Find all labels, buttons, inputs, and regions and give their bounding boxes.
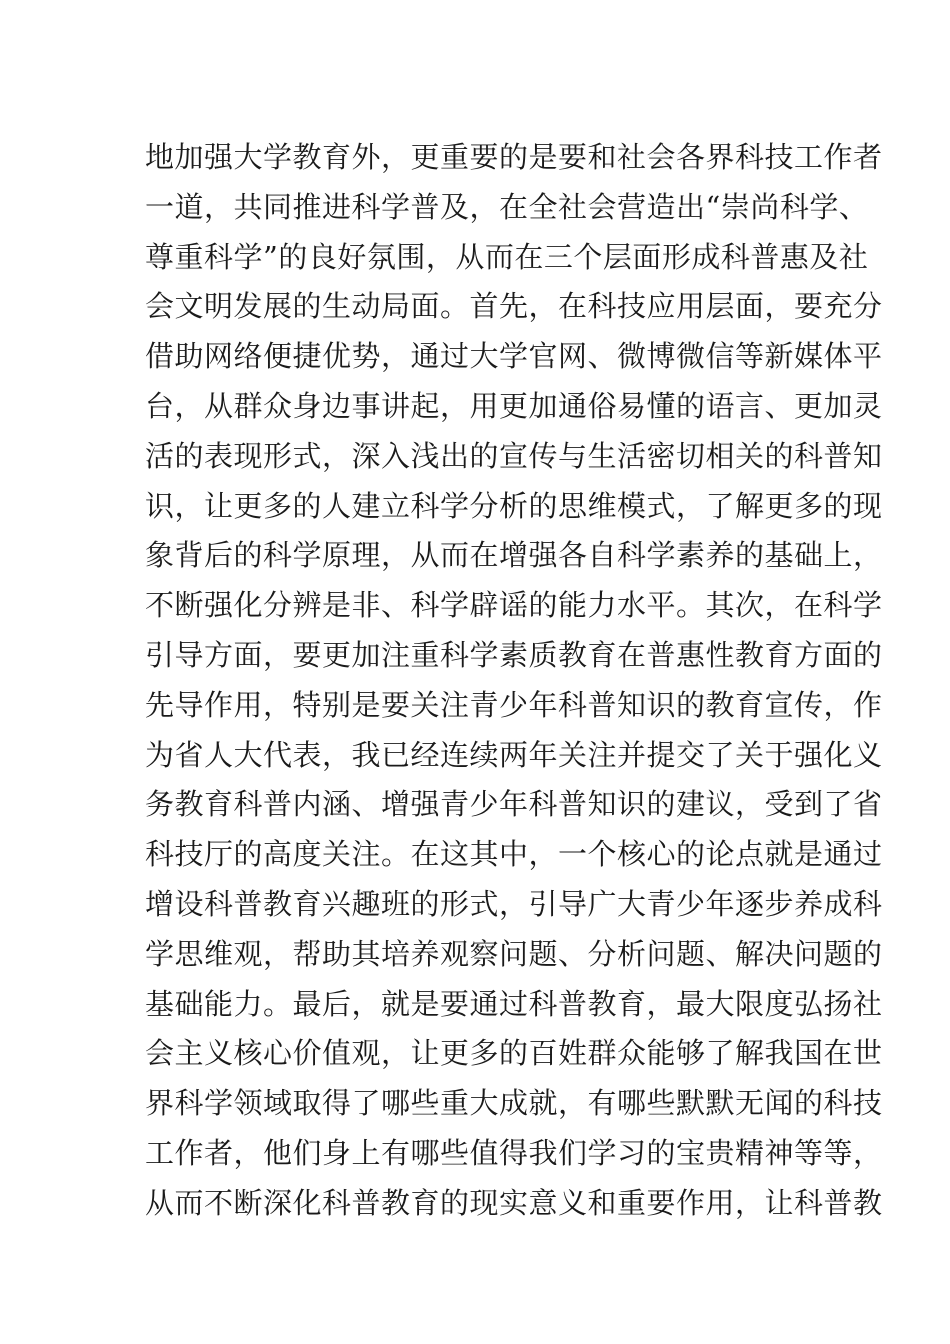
text-line: 尊重科学”的良好氛围，从而在三个层面形成科普惠及社	[145, 239, 869, 274]
text-line: 借助网络便捷优势，通过大学官网、微博微信等新媒体平	[145, 339, 883, 374]
text-line: 象背后的科学原理，从而在增强各自科学素养的基础上，	[145, 538, 883, 573]
text-line: 地加强大学教育外，更重要的是要和社会各界科技工作者	[145, 140, 883, 174]
text-line: 基础能力。最后，就是要通过科普教育，最大限度弘扬社	[145, 986, 883, 1021]
text-line: 引导方面，要更加注重科学素质教育在普惠性教育方面的	[145, 637, 883, 672]
text-line: 学思维观，帮助其培养观察问题、分析问题、解决问题的	[145, 936, 883, 971]
text-line: 台，从群众身边事讲起，用更加通俗易懂的语言、更加灵	[145, 388, 883, 423]
body-paragraph	[145, 133, 883, 1229]
text-line: 从而不断深化科普教育的现实意义和重要作用，让科普教	[145, 1185, 883, 1220]
text-line: 活的表现形式，深入浅出的宣传与生活密切相关的科普知	[145, 438, 883, 473]
text-line: 不断强化分辨是非、科学辟谣的能力水平。其次，在科学	[145, 588, 883, 623]
text-line: 会主义核心价值观，让更多的百姓群众能够了解我国在世	[145, 1036, 883, 1071]
text-line: 界科学领域取得了哪些重大成就，有哪些默默无闻的科技	[145, 1086, 883, 1121]
text-line: 识，让更多的人建立科学分析的思维模式，了解更多的现	[145, 488, 883, 523]
text-line: 先导作用，特别是要关注青少年科普知识的教育宣传，作	[145, 687, 883, 722]
text-line: 工作者，他们身上有哪些值得我们学习的宝贵精神等等，	[145, 1135, 883, 1170]
text-line: 会文明发展的生动局面。首先，在科技应用层面，要充分	[145, 289, 883, 324]
text-line: 科技厅的高度关注。在这其中，一个核心的论点就是通过	[145, 837, 883, 872]
text-line: 为省人大代表，我已经连续两年关注并提交了关于强化义	[145, 737, 883, 772]
text-line: 务教育科普内涵、增强青少年科普知识的建议，受到了省	[145, 787, 883, 822]
text-line: 增设科普教育兴趣班的形式，引导广大青少年逐步养成科	[145, 886, 883, 921]
text-line: 一道，共同推进科学普及，在全社会营造出“崇尚科学、	[145, 189, 869, 224]
